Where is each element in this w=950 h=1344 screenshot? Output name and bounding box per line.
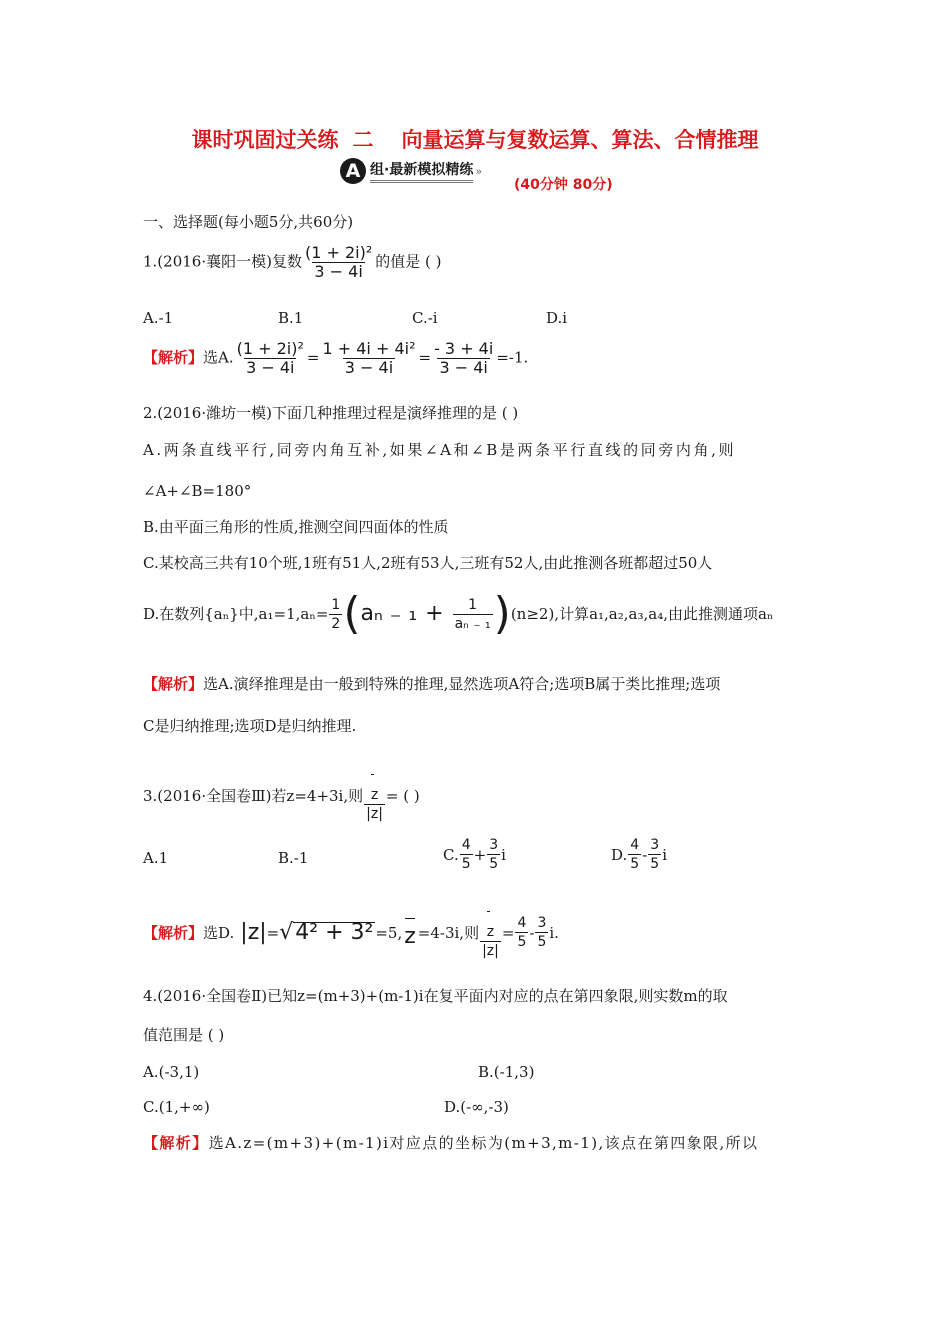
q2-answer-tag: 【解析】: [143, 675, 204, 693]
q3-frac-num-text: z: [370, 787, 379, 803]
q1-option-d: D.i: [546, 309, 568, 327]
conjugate-bar-2: [487, 911, 490, 920]
q3-fraction: [364, 768, 385, 823]
question-1: [143, 244, 442, 281]
q3-optc-d1: 5: [461, 856, 471, 872]
question-3: [143, 768, 420, 823]
q3-optc-f1: [460, 836, 473, 873]
q3-abs-z: |z|: [240, 919, 267, 945]
q3-optd-op: -: [642, 845, 648, 864]
q3-optd-d2: 5: [650, 856, 660, 872]
q1-ans-frac-2: [320, 340, 417, 377]
q4-option-a: A.(-3,1): [143, 1063, 200, 1081]
q4-option-b: B.(-1,3): [478, 1063, 535, 1081]
q1-stem-pre: 1.(2016·襄阳一模)复数: [143, 252, 302, 271]
q4-answer-text1: 选A.z=(m+3)+(m-1)i对应点的坐标为(m+3,m-1),该点在第四象限,所以: [208, 1134, 759, 1152]
q3-option-a: A.1: [143, 849, 169, 867]
q1-ans-f2-num: 1 + 4i + 4i²: [322, 339, 416, 358]
q1-eq2: =: [418, 348, 432, 367]
question-4-line2: 值范围是 ( ): [143, 1026, 225, 1044]
q1-ans-frac-3: [432, 340, 495, 377]
q3-option-b: B.-1: [278, 849, 309, 867]
q3-optd-pre: D.: [611, 845, 628, 864]
q1-eq1: =: [306, 348, 320, 367]
q1-ans-f3-num: - 3 + 4i: [434, 339, 494, 358]
q3-sqrt-body: 4² + 3²: [295, 920, 374, 945]
q3-optc-post: i: [501, 845, 506, 864]
q4-option-c: C.(1,+∞): [143, 1098, 210, 1116]
q2-answer-text1: 选A.演绎推理是由一般到特殊的推理,显然选项A符合;选项B属于类比推理;选项: [203, 675, 721, 693]
q1-option-c: C.-i: [412, 309, 438, 327]
q1-answer-pre: 选A.: [203, 348, 234, 367]
title-part2: 二: [352, 128, 374, 152]
q3-stem-post: = ( ): [385, 786, 420, 805]
q1-ans-f1-num: (1 + 2i)²: [236, 339, 304, 358]
q1-option-a: A.-1: [143, 309, 174, 327]
q3-ans-frac: [480, 905, 501, 960]
q3-optd-f2: [648, 836, 661, 873]
q3-optd-n2: 3: [650, 837, 660, 853]
q1-stem-post: 的值是 ( ): [375, 252, 442, 271]
q3-res-d1: 5: [517, 934, 527, 950]
q4-answer-tag: 【解析】: [143, 1134, 209, 1152]
q1-frac-num: (1 + 2i)²: [304, 243, 373, 262]
q3-zbar: [404, 918, 416, 947]
q1-answer-tag: 【解析】: [143, 348, 204, 367]
q3-res-d2: 5: [537, 934, 547, 950]
q3-answer-post: i.: [549, 923, 559, 942]
q3-optc-pre: C.: [443, 845, 459, 864]
q3-optd-post: i: [662, 845, 667, 864]
q1-option-b: B.1: [278, 309, 304, 327]
q2-optd-lparen: (: [343, 588, 361, 639]
q2-option-d: [143, 588, 774, 639]
title-part1: 课时巩固过关练: [191, 128, 339, 152]
q2-option-c: C.某校高三共有10个班,1班有51人,2班有53人,三班有52人,由此推测各班都超过50人: [143, 554, 713, 572]
title-part3: 向量运算与复数运算、算法、合情推理: [401, 128, 759, 152]
q3-optc-n1: 4: [461, 837, 471, 853]
q2-optd-a: aₙ ₋ ₁: [360, 601, 418, 626]
q1-ans-f3-den: 3 − 4i: [439, 358, 488, 377]
q1-answer: [143, 340, 528, 377]
q1-ans-f1-den: 3 − 4i: [246, 358, 295, 377]
q3-res-f1: [515, 914, 528, 951]
q2-option-a-line2: ∠A+∠B=180°: [143, 482, 252, 500]
q1-fraction: [303, 244, 374, 281]
double-chevron-icon: »: [475, 164, 483, 178]
sqrt-icon: √: [279, 919, 294, 945]
q1-ans-frac-1: [235, 340, 306, 377]
conjugate-bar: [371, 774, 374, 783]
q2-optd-post: (n≥2),计算a₁,a₂,a₃,a₄,由此推测通项aₙ: [510, 605, 774, 623]
q3-ans-frac-den: |z|: [482, 943, 499, 959]
q3-ans-eq: =: [266, 923, 280, 942]
q3-zbar-text: z: [404, 924, 416, 949]
page-title: [0, 124, 950, 154]
q3-optc-n2: 3: [489, 837, 499, 853]
q3-option-c: [443, 836, 506, 873]
q1-answer-post: =-1.: [496, 348, 529, 367]
q2-optd-pre: D.在数列{aₙ}中,a₁=1,aₙ=: [143, 605, 329, 623]
q3-res-op: -: [529, 923, 535, 942]
q3-option-d: [611, 836, 667, 873]
q3-ans-frac-num: [485, 905, 496, 941]
q2-option-b: B.由平面三角形的性质,推测空间四面体的性质: [143, 518, 449, 536]
q4-answer-line1: [143, 1133, 758, 1153]
q3-ans-eq2: =: [501, 923, 515, 942]
q3-stem-pre: 3.(2016·全国卷Ⅲ)若z=4+3i,则: [143, 786, 364, 805]
q4-option-d: D.(-∞,-3): [444, 1098, 509, 1116]
q3-ans-mid: =5,: [375, 923, 403, 942]
q2-optd-half-num: 1: [331, 596, 341, 613]
q2-option-a-line1: A.两条直线平行,同旁内角互补,如果∠A和∠B是两条平行直线的同旁内角,则: [143, 441, 737, 459]
q2-optd-inv-num: 1: [468, 596, 478, 613]
q3-frac-num: [369, 768, 380, 804]
q2-optd-inv-den: aₙ ₋ ₁: [454, 615, 491, 632]
q3-optc-op: +: [473, 845, 487, 864]
q2-answer-line1: [143, 674, 720, 694]
group-a-badge: A: [340, 158, 366, 184]
q2-optd-half-den: 2: [331, 615, 341, 632]
q3-optc-f2: [487, 836, 500, 873]
q2-optd-half: [329, 596, 342, 633]
q3-optd-d1: 5: [630, 856, 640, 872]
q3-optd-n1: 4: [630, 837, 640, 853]
question-4-line1: 4.(2016·全国卷Ⅱ)已知z=(m+3)+(m-1)i在复平面内对应的点在第四象限,则实数m的取: [143, 987, 728, 1005]
q3-frac-den: |z|: [366, 806, 383, 822]
q3-res-f2: [535, 914, 548, 951]
q1-ans-f2-den: 3 − 4i: [344, 358, 394, 377]
time-note: (40分钟 80分): [514, 177, 613, 193]
q2-optd-inv: [453, 596, 493, 633]
q3-ans-mid2: =4-3i,则: [417, 923, 480, 942]
q3-answer: [143, 905, 559, 960]
q3-optc-d2: 5: [489, 856, 499, 872]
q2-optd-plus: +: [425, 601, 444, 626]
section-heading: 一、选择题(每小题5分,共60分): [143, 213, 354, 231]
q3-optd-f1: [628, 836, 641, 873]
q3-ans-frac-num-text: z: [486, 924, 495, 940]
q3-res-n2: 3: [537, 915, 547, 931]
group-banner: [340, 158, 482, 186]
banner-text: 组·最新模拟精练: [370, 159, 473, 183]
q1-frac-den: 3 − 4i: [314, 262, 363, 281]
q2-optd-rparen: ): [493, 588, 511, 639]
q3-answer-tag: 【解析】: [143, 923, 204, 942]
question-2: 2.(2016·潍坊一模)下面几种推理过程是演绎推理的是 ( ): [143, 404, 519, 422]
q3-res-n1: 4: [517, 915, 527, 931]
q2-answer-line2: C是归纳推理;选项D是归纳推理.: [143, 717, 357, 735]
q3-answer-pre: 选D.: [203, 923, 235, 942]
